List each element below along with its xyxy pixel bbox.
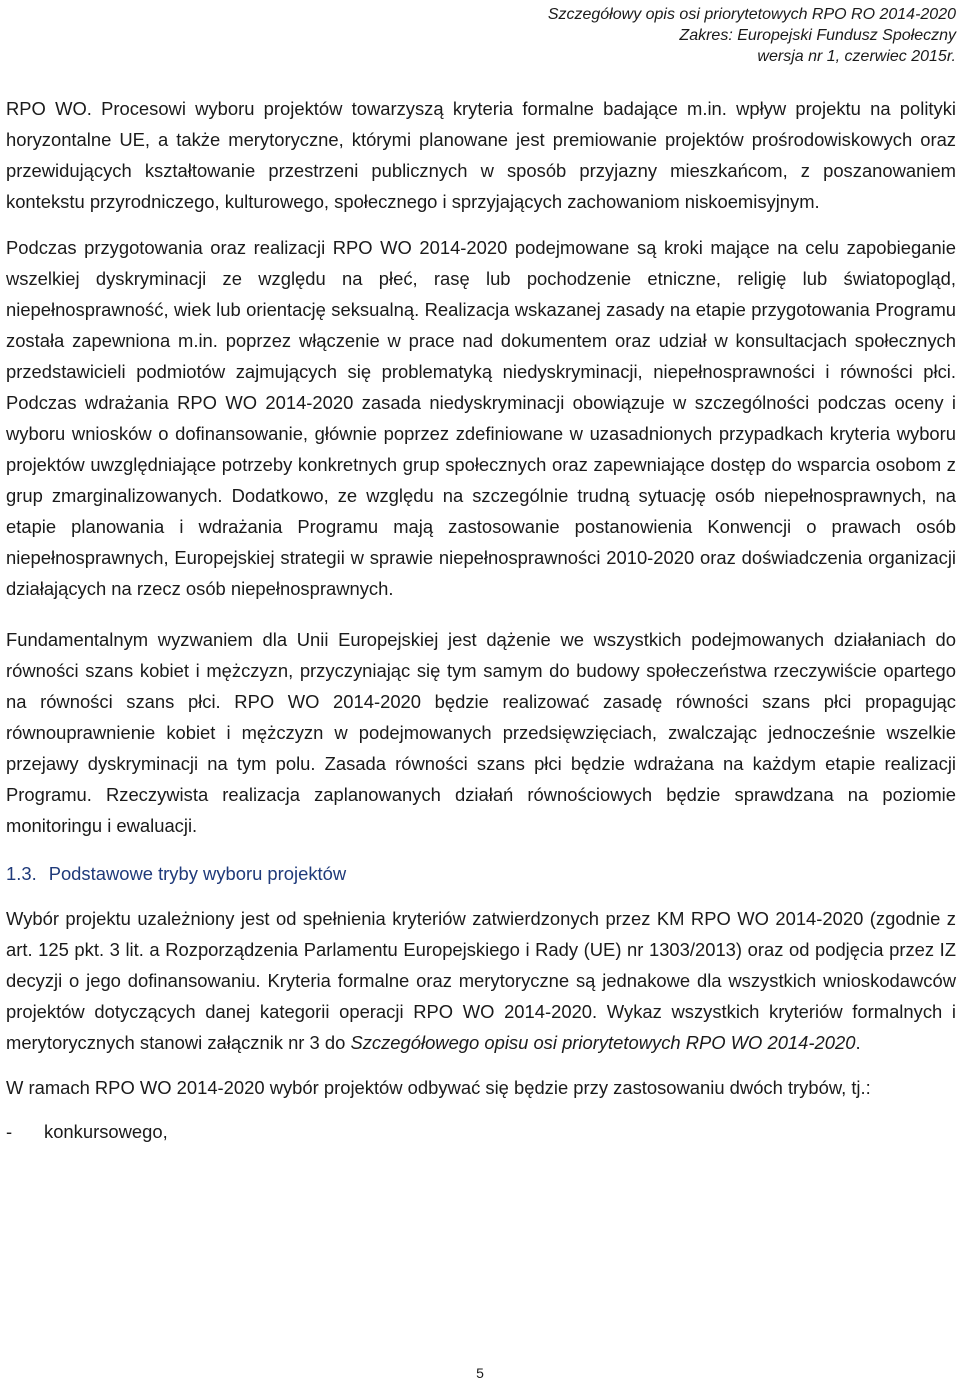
header-scope: Zakres: Europejski Fundusz Społeczny — [679, 27, 956, 44]
document-body — [6, 93, 956, 1147]
paragraph-selection-criteria — [6, 903, 956, 1058]
paragraph-selection-modes: W ramach RPO WO 2014-2020 wybór projektów odbywać się będzie przy zastosowaniu dwóch trybów, tj.: — [6, 1077, 871, 1098]
paragraph-selection-criteria-text: Wybór projektu uzależniony jest od spełnienia kryteriów zatwierdzonych przez KM RPO WO 2014-2020 (zgodnie z art. 125 pkt. 3 lit. a Rozporządzenia Parlamentu Europejskiego i Rady (UE) nr 1303/2013) oraz od podjęcia przez IZ decyzji o jego dofinansowaniu. Kryteria formalne oraz merytoryczne są jednakowe dla wszystkich wnioskodawców projektów dotyczących danej kategorii operacji RPO WO 2014-2020. Wykaz wszystkich kryteriów formalnych i merytorycznych stanowi załącznik nr 3 do — [6, 908, 956, 1053]
section-title: Podstawowe tryby wyboru projektów — [48, 863, 347, 884]
page-header — [548, 4, 956, 67]
list-item — [6, 1116, 956, 1147]
paragraph-gender-equality: Fundamentalnym wyzwaniem dla Unii Europejskiej jest dążenie we wszystkich podejmowanych działaniach do równości szans kobiet i mężczyzn, przyczyniając się tym samym do budowy społeczeństwa rzeczywiście opartego na równości szans płci. RPO WO 2014-2020 będzie realizować zasadę równości szans płci propagując równouprawnienie kobiet i mężczyzn w podejmowanych przedsięwzięciach, zwalczając jednocześnie wszelkie przejawy dyskryminacji na tym polu. Zasada równości szans płci będzie wdrażana na każdym etapie realizacji Programu. Rzeczywista realizacja zaplanowanych działań równościowych będzie sprawdzana na poziomie monitoringu i ewaluacji. — [6, 629, 956, 836]
paragraph-horizontal-policies: RPO WO. Procesowi wyboru projektów towarzyszą kryteria formalne badające m.in. wpływ projektu na polityki horyzontalne UE, a także merytoryczne, którymi planowane jest premiowanie projektów prośrodowiskowych oraz przewidujących kształtowanie przestrzeni publicznych w sposób przyjazny mieszkańcom, z poszanowaniem kontekstu przyrodniczego, kulturowego, społecznego i sprzyjających zachowaniom niskoemisyjnym. — [6, 98, 956, 212]
paragraph-end: . — [855, 1032, 861, 1053]
section-number: 1.3. — [6, 863, 37, 884]
page-number: 5 — [476, 1365, 484, 1381]
list-dash: ‑ — [6, 1121, 13, 1142]
header-document-title: Szczegółowy opis osi priorytetowych RPO RO 2014-2020 — [547, 6, 956, 23]
list-item-text: konkursowego, — [44, 1121, 168, 1142]
header-version: wersja nr 1, czerwiec 2015r. — [757, 48, 956, 65]
paragraph-non-discrimination: Podczas przygotowania oraz realizacji RPO WO 2014-2020 podejmowane są kroki mające na celu zapobieganie wszelkiej dyskryminacji ze względu na płeć, rasę lub pochodzenie etniczne, religię lub światopogląd, niepełnosprawność, wiek lub orientację seksualną. Realizacja wskazanej zasady na etapie przygotowania Programu została zapewniona m.in. poprzez włączenie w prace nad dokumentem oraz udział w konsultacjach społecznych przedstawicieli podmiotów zajmujących się problematyką niedyskryminacji, niepełnosprawności i równości płci. Podczas wdrażania RPO WO 2014-2020 zasada niedyskryminacji obowiązuje w szczególności podczas oceny i wyboru wniosków o dofinansowanie, głównie poprzez zdefiniowane w uzasadnionych przypadkach kryteria wyboru projektów uwzględniające potrzeby konkretnych grup społecznych oraz zapewniające dostęp do wsparcia osobom z grup zmarginalizowanych. Dodatkowo, ze względu na szczególnie trudną sytuację osób niepełnosprawnych, na etapie planowania i wdrażania Programu mają zastosowanie postanowienia Konwencji o prawach osób niepełnosprawnych, Europejskiej strategii w sprawie niepełnosprawności 2010-2020 oraz doświadczenia organizacji działających na rzecz osób niepełnosprawnych. — [6, 237, 956, 599]
document-reference: Szczegółowego opisu osi priorytetowych RPO WO 2014-2020 — [350, 1032, 856, 1053]
section-heading — [6, 858, 956, 889]
